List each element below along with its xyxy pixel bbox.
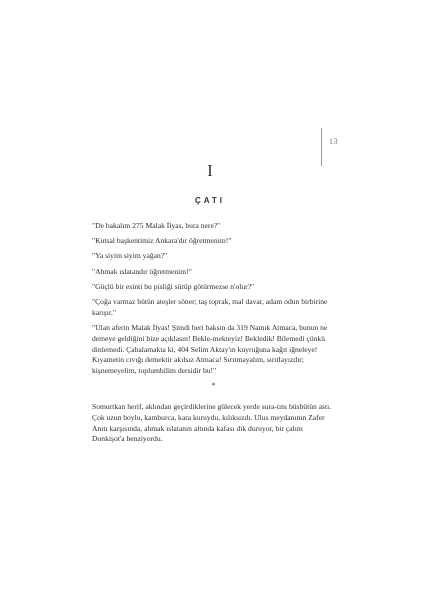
page-number: 13 bbox=[329, 137, 338, 146]
dialogue-line: "Ulan aferin Malak İlyas! Şimdi beri baksın da 319 Namık Atmaca, bunun ne demeye geldiğini bize açıklasın! Bekle-mekteyiz! Bekledik! Bilemedi çünkü dinlemedi. Çabalamakta ki, 404 Selim Aktay'ın kuyruğuna kağıt iğneleye! Kıyametin cıvığı demektir akılsız Atmaca! Sırıtmayalım, sırıtlayızdır; kişnemeyelim, toplumbilim dersidir bu!" bbox=[92, 322, 328, 376]
section-separator: * bbox=[211, 381, 216, 391]
narrative-paragraph: Somurtkan herif, aklından geçirdiklerine gülecek yerde sura-tını büsbütün astı. Çok uzun boylu, kamburca, kara kuruydu, kılıksızdı. Ulus meydanının Zafer Anıtı karşısında, ahmak ıslatanın altında kafası dik duruyor, bir çalım Donkişot'a benziyordu. bbox=[92, 402, 332, 444]
chapter-numeral: I bbox=[207, 161, 213, 180]
page-number-rule bbox=[321, 128, 322, 166]
dialogue-line: "De bakalım 275 Malak İlyas, bura nere?" bbox=[92, 221, 221, 230]
dialogue-line: "Güçlü bir esinti bu pisliği sürüp götürmezse n'olur?" bbox=[92, 281, 255, 291]
dialogue-line: "Ahmak ıslatandır öğretmenim!" bbox=[92, 266, 192, 276]
dialogue-line: "Kutsal başkentimiz Ankara'dır öğretmenim!" bbox=[92, 236, 232, 246]
chapter-title: ÇATI bbox=[194, 196, 226, 205]
body-text bbox=[92, 221, 335, 450]
dialogue-line: "Çoğa varmaz bütün ateşler söner; taş toprak, mal davar, adam odun birbirine karışır." bbox=[92, 296, 328, 317]
dialogue-line: "Ya siyim siyim yağan?" bbox=[92, 251, 168, 261]
